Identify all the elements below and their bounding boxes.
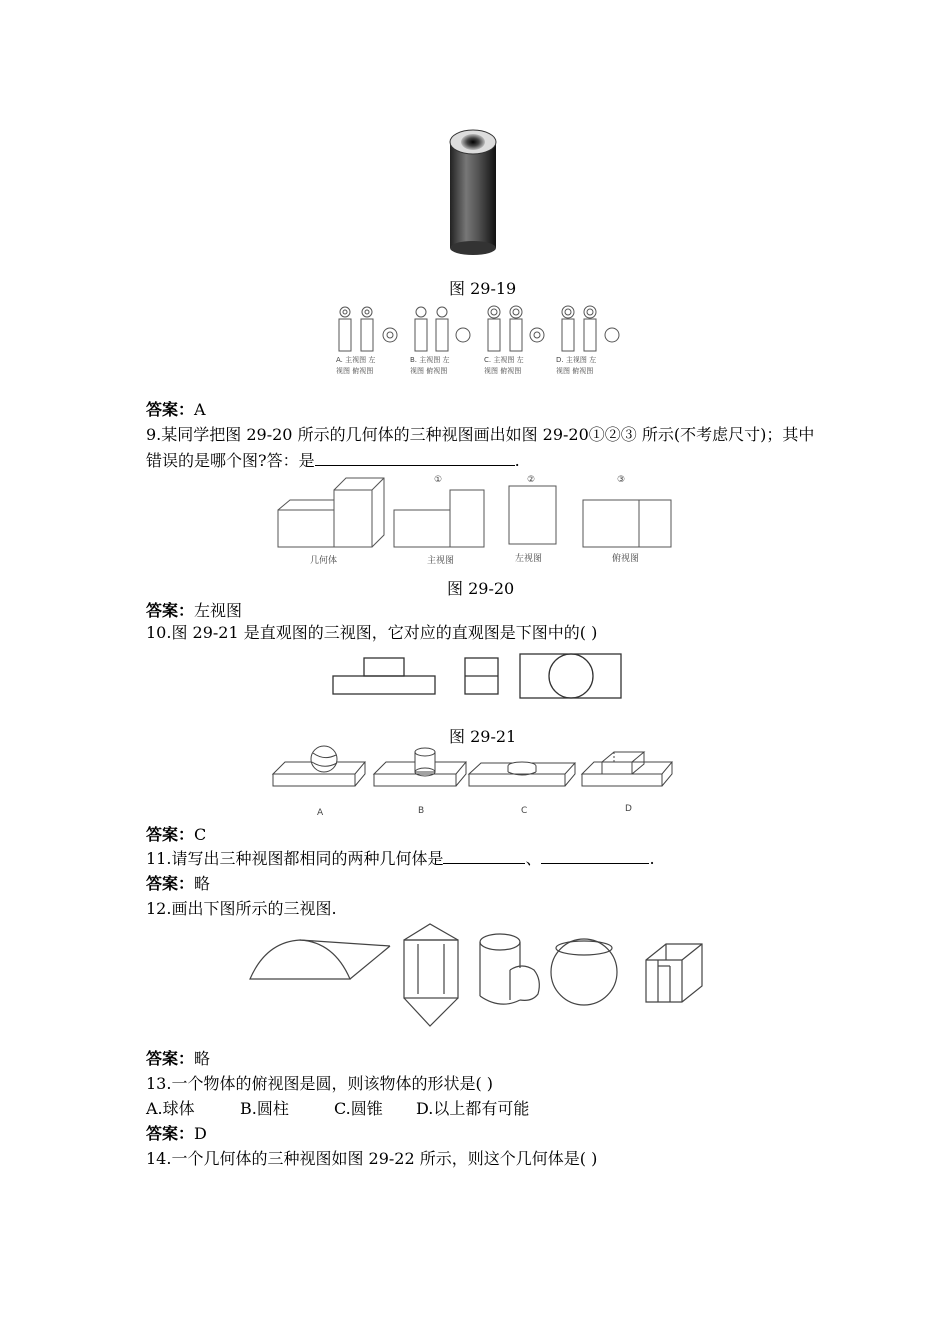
q8-answer-line (146, 399, 206, 421)
fig20-label-left: 左视图 (515, 554, 543, 564)
q11-blank-2 (541, 848, 649, 864)
fig19-option-d-line2: 视图 俯视图 (556, 367, 594, 375)
fig20-label-top: 俯视图 (612, 554, 640, 564)
fig19-option-a-line1: A. 主视图 左 (336, 356, 376, 364)
fig20-label-front: 主视图 (427, 556, 455, 566)
fig19-option-d-line1: D. 主视图 左 (556, 356, 597, 364)
q9-period: . (514, 451, 520, 470)
fig21-choice-c: C (521, 806, 528, 816)
q12-answer: 略 (194, 1049, 211, 1068)
q11-prompt: 11.请写出三种视图都相同的两种几何体是 (146, 849, 444, 868)
q9-text-line1: 9.某同学把图 29-20 所示的几何体的三种视图画出如图 29-20①②③ 所示(不考虑尺寸)；其中 (146, 425, 815, 444)
answer-label: 答案： (146, 874, 195, 893)
q9-answer: 左视图 (194, 601, 243, 620)
q13-options (146, 1098, 529, 1120)
answer-label: 答案： (146, 1124, 195, 1143)
q10-answer: C (194, 825, 207, 844)
fig19-option-b-line1: B. 主视图 左 (410, 356, 450, 364)
fig20-figure (272, 470, 682, 570)
fig21-choice-b: B (418, 806, 425, 816)
q13-option-d: D.以上都有可能 (416, 1099, 530, 1118)
q8-answer: A (194, 400, 206, 419)
answer-label: 答案： (146, 825, 195, 844)
q11-blank-1 (443, 848, 525, 864)
answer-label: 答案： (146, 1049, 195, 1068)
q10-text: 10.图 29-21 是直观图的三视图，它对应的直观图是下图中的( ) (146, 623, 598, 642)
q12-answer-line (146, 1048, 210, 1070)
q14-text: 14.一个几何体的三种视图如图 29-22 所示，则这个几何体是( ) (146, 1149, 598, 1168)
q11-sep: 、 (525, 849, 542, 868)
fig19-options (332, 302, 622, 380)
fig21-three-views (330, 652, 626, 702)
figure-caption-29-19: 图 29-19 (449, 279, 517, 298)
fig21-choice-a: A (317, 808, 324, 818)
fig19-option-a-line2: 视图 俯视图 (336, 367, 374, 375)
q13-option-b: B.圆柱 (240, 1099, 289, 1118)
figure-caption-29-20: 图 29-20 (447, 579, 515, 598)
q13-text: 13.一个物体的俯视图是圆，则该物体的形状是( ) (146, 1074, 494, 1093)
q9-text-line2 (146, 450, 520, 472)
q13-option-a: A.球体 (146, 1099, 195, 1118)
fig19-option-c-line1: C. 主视图 左 (484, 356, 524, 364)
fig21-choices (268, 744, 680, 820)
fig-q12-solids (246, 920, 708, 1032)
q11-period: . (649, 849, 655, 868)
fig20-mark-3: ③ (617, 475, 626, 485)
fig20-mark-1: ① (434, 475, 443, 485)
figure-caption-29-21: 图 29-21 (449, 727, 517, 746)
q12-text: 12.画出下图所示的三视图. (146, 899, 337, 918)
fig19-option-b-line2: 视图 俯视图 (410, 367, 448, 375)
fig19-option-c-line2: 视图 俯视图 (484, 367, 522, 375)
q9-answer-line (146, 600, 242, 622)
q13-answer-line (146, 1123, 207, 1145)
answer-label: 答案： (146, 601, 195, 620)
fig20-label-solid: 几何体 (310, 556, 338, 566)
q9-answer-blank (315, 450, 515, 466)
q13-answer: D (194, 1124, 207, 1143)
q11-answer: 略 (194, 874, 211, 893)
cylinder-figure (446, 128, 502, 258)
fig20-mark-2: ② (527, 475, 536, 485)
q10-answer-line (146, 824, 206, 846)
q13-option-c: C.圆锥 (334, 1099, 383, 1118)
answer-label: 答案： (146, 400, 195, 419)
q11-text (146, 848, 655, 870)
fig21-choice-d: D (625, 804, 632, 814)
q9-prompt: 错误的是哪个图?答：是 (146, 451, 315, 470)
q11-answer-line (146, 873, 210, 895)
